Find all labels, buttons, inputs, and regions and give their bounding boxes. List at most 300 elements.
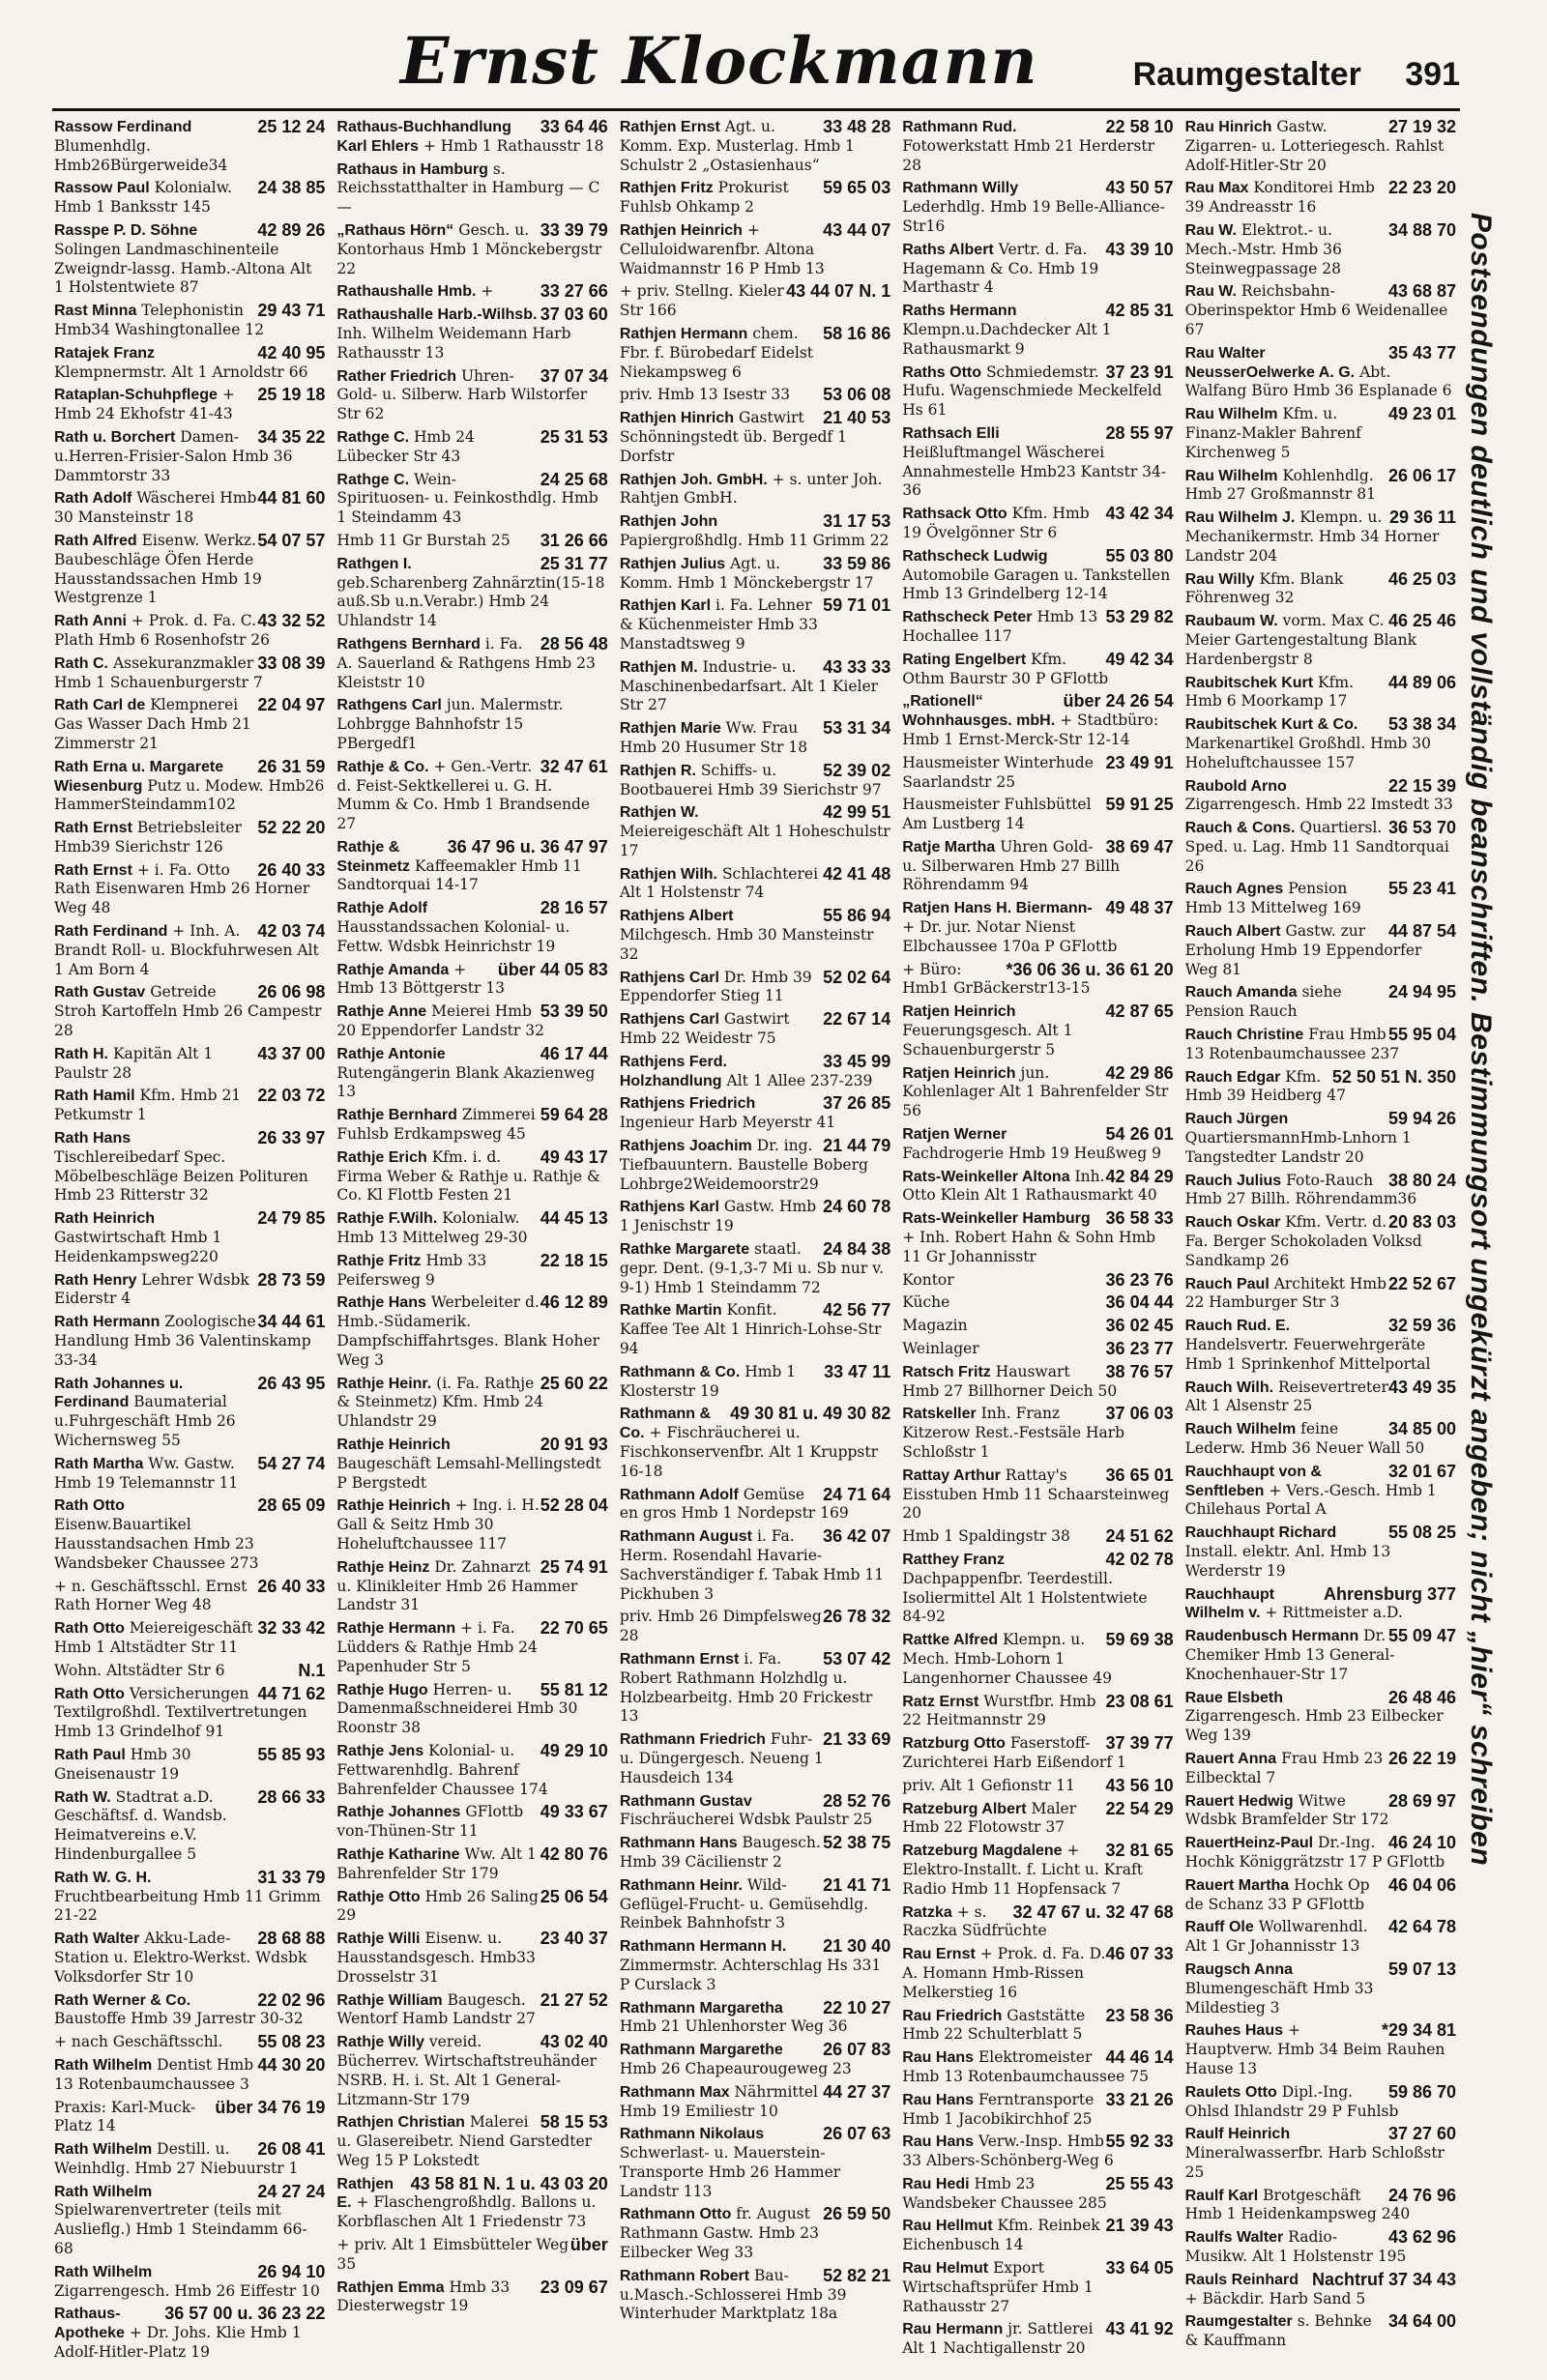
column-1: [54, 118, 325, 2365]
directory-entry: [54, 654, 325, 693]
directory-entry: [336, 1002, 607, 1041]
entry-name: Rauch & Cons.: [1184, 820, 1296, 837]
entry-name: Rathjen Emma: [336, 2278, 445, 2296]
directory-entry: [902, 1209, 1173, 1266]
entry-name: Rathaus-Apotheke: [54, 2306, 125, 2342]
directory-entry: [54, 489, 325, 528]
entry-phone: 34 64 00: [1387, 2311, 1457, 2332]
entry-details: + Hmb 24 Ekhofstr 41-43: [54, 386, 235, 423]
directory-entry: [1185, 1918, 1456, 1957]
entry-details: GFlottb von-Thünen-Str 11: [336, 1803, 524, 1841]
directory-entry: [620, 1792, 890, 1831]
directory-entry: [620, 1363, 890, 1402]
directory-entry: [620, 1999, 890, 2038]
entry-phone: über 44 05 83: [497, 959, 608, 979]
entry-name: Rathje Heinr.: [336, 1375, 432, 1392]
entry-details: Install. elektr. Anl. Hmb 13 Werderstr 19: [1184, 1542, 1391, 1580]
entry-phone: 59 64 28: [540, 1105, 608, 1125]
entry-name: Rathaus-Buchhandlung Karl Ehlers: [336, 119, 511, 155]
entry-phone: 25 12 24: [257, 118, 326, 136]
entry-phone: 43 32 52: [257, 611, 326, 631]
entry-phone: 33 47 11: [824, 1361, 891, 1381]
entry-name: Rathje Katharine: [336, 1845, 460, 1863]
directory-entry: [902, 2217, 1173, 2255]
entry-name: Rauch Wilhelm: [1184, 1421, 1297, 1438]
entry-phone: 24 76 96: [1387, 2185, 1457, 2205]
entry-name: Rathje Antonie: [336, 1045, 446, 1062]
directory-entry: [1185, 777, 1456, 816]
entry-details: Papiergroßhdlg. Hmb 11 Grimm 22: [619, 531, 890, 549]
entry-phone: 28 55 97: [1105, 422, 1174, 443]
entry-details: Spielwarenvertreter (teils mit Auslieflg.) Hmb 1 Steindamm 66-68: [54, 2201, 307, 2258]
entry-phone: 24 60 78: [823, 1197, 891, 1217]
entry-name: Rathmann Hans: [619, 1835, 738, 1852]
entry-details: Lederhdlg. Hmb 19 Belle-Alliance-Str16: [902, 198, 1165, 235]
entry-details: Blumenhdlg. Hmb26Bürgerweide34: [54, 136, 228, 174]
entry-name: Ratjen Hans H. Biermann-: [902, 900, 1093, 917]
entry-phone: 52 82 21: [823, 2265, 891, 2285]
entry-phone: 49 29 10: [540, 1740, 608, 1760]
entry-name: Rau Hans: [902, 2091, 975, 2108]
directory-entry: [336, 1930, 607, 1987]
entry-details: Reichsbahn-Oberinspektor Hmb 6 Weidenallee 67: [1184, 282, 1448, 338]
entry-name: Raulets Otto: [1184, 2083, 1277, 2101]
directory-entry: [1185, 1317, 1456, 1374]
entry-phone: 49 33 67: [540, 1802, 608, 1822]
entry-details: Hauswart Hmb 27 Billhorner Deich 50: [902, 1362, 1118, 1400]
entry-details: (i. Fa. Rathje & Steinmetz) Kfm. Hmb 24 Uhlandstr 29: [336, 1374, 543, 1431]
entry-details: Klempn. u. Mechanikermstr. Hmb 34 Horner Landstr 204: [1184, 508, 1440, 565]
entry-phone: 20 91 93: [540, 1435, 608, 1454]
entry-phone: 26 07 83: [823, 2040, 891, 2060]
entry-phone: 43 56 10: [1105, 1775, 1174, 1795]
entry-details: Ww. Gastw. Hmb 19 Telemannstr 11: [54, 1454, 239, 1492]
entry-details: Dr.-Ing. Hochk Königgrätzstr 17 P GFlottb: [1184, 1834, 1445, 1871]
entry-details: i. Fa. Lehner & Küchenmeister Hmb 33 Manstadtsweg 9: [619, 596, 818, 653]
directory-entry: [54, 1271, 325, 1310]
entry-phone: 28 73 59: [257, 1269, 326, 1290]
entry-details: Bau-u.Masch.-Schlosserei Hmb 39 Winterhuder Marktplatz 18a: [619, 2266, 847, 2323]
directory-entry: [336, 899, 607, 956]
entry-phone: 32 81 65: [1105, 1841, 1174, 1861]
directory-entry: [620, 1608, 890, 1646]
entry-name: Rath Walter: [54, 1930, 140, 1948]
entry-details: Gastw. Zigarren- u. Lotteriegesch. Rahlst Adolf-Hitler-Str 20: [1184, 118, 1445, 174]
directory-entry: [54, 428, 325, 485]
directory-entry: [620, 1405, 890, 1481]
entry-name: Rath Wilhelm: [54, 2263, 153, 2280]
directory-entry: [54, 1087, 325, 1125]
entry-details: Radio-Musikw. Alt 1 Holstenstr 195: [1184, 2228, 1407, 2266]
entry-name: Rau Wilhelm: [1184, 467, 1278, 484]
directory-entry: [336, 305, 607, 363]
entry-phone: 21 39 43: [1105, 2216, 1174, 2236]
entry-name: Rathjen M.: [619, 658, 698, 676]
entry-name: Rauchhaupt Richard: [1184, 1524, 1337, 1542]
side-notice-text: Postsendungen deutlich und vollständig beanschriften. Bestimmungsort ungekürzt angeben; nicht „hier“ schreiben: [1465, 213, 1497, 1867]
entry-name: Rathjen Wilh.: [619, 865, 717, 883]
entry-name: Rauhes Haus: [1184, 2022, 1283, 2040]
entry-phone: 36 42 07: [823, 1526, 891, 1547]
directory-entry: [902, 1693, 1173, 1731]
entry-name: Rathmann Hermann H.: [619, 1938, 787, 1956]
column-4: [902, 118, 1173, 2365]
entry-details: Hmb 23 Wandsbeker Chaussee 285: [902, 2174, 1107, 2212]
entry-name: Rau Ernst: [902, 1946, 976, 1963]
entry-name: Rauchhaupt von & Senftleben: [1184, 1463, 1322, 1499]
entry-details: geb.Scharenberg Zahnärztin(15-18 auß.Sb u.n.Verabr.) Hmb 24 Uhlandstr 14: [336, 573, 605, 630]
entry-phone: 26 22 19: [1387, 1748, 1457, 1768]
directory-entry: [1185, 1420, 1456, 1459]
directory-entry: [620, 658, 890, 715]
entry-name: Rathke Martin: [619, 1302, 722, 1320]
entry-phone: 32 59 36: [1387, 1316, 1457, 1336]
entry-name: Rauch Julius: [1184, 1172, 1282, 1189]
entry-name: Rau Hans: [902, 2133, 975, 2151]
entry-name: Ratjen Heinrich: [902, 1064, 1016, 1082]
entry-details: Hausmeister Winterhude Saarlandstr 25: [902, 753, 1094, 791]
directory-entry: [902, 838, 1173, 895]
entry-phone: 25 06 54: [540, 1886, 608, 1906]
entry-name: Rathje Johannes: [336, 1804, 461, 1821]
entry-details: Kontor: [902, 1270, 954, 1289]
directory-entry: [1185, 467, 1456, 506]
entry-name: Rathje Willi: [336, 1930, 421, 1948]
directory-entry: [902, 1293, 1173, 1313]
entry-name: Ratzeburg Albert: [902, 1800, 1027, 1817]
entry-details: Eisenw. u. Hausstandsgesch. Hmb33 Drosselstr 31: [336, 1930, 536, 1986]
entry-details: + i. Fa. Lüdders & Rathje Hmb 24 Papenhuder Str 5: [336, 1619, 538, 1675]
entry-name: Rau Helmut: [902, 2260, 989, 2278]
entry-phone: 49 42 34: [1105, 649, 1174, 669]
column-5: [1185, 118, 1456, 2365]
entry-phone: 28 52 76: [823, 1790, 891, 1811]
entry-name: Rathjen Joh. GmbH.: [619, 471, 768, 488]
entry-details: vereid. Bücherrev. Wirtschaftstreuhänder NSRB. H. i. St. Alt 1 General-Litzmann-Str 179: [336, 2033, 597, 2108]
entry-details: Akku-Lade-Station u. Elektro-Werkst. Wdsbk Volksdorfer Str 10: [54, 1930, 307, 1986]
entry-name: Raulf Karl: [1184, 2187, 1259, 2204]
entry-name: Rathgen I.: [336, 555, 412, 572]
entry-details: Kolonial- u. Fettwarenhdlg. Bahrenf Bahrenfelder Chaussee 174: [336, 1741, 548, 1798]
entry-name: Rath W. G. H.: [54, 1869, 152, 1886]
directory-entry: [336, 2236, 607, 2275]
entry-details: QuartiersmannHmb-Lnhorn 1 Tangstedter Landstr 20: [1184, 1129, 1412, 1166]
entry-phone: 44 71 62: [257, 1683, 326, 1703]
entry-phone: über: [569, 2235, 608, 2255]
entry-name: Raumgestalter: [1184, 2313, 1293, 2331]
entry-phone: 44 89 06: [1387, 672, 1457, 692]
entry-phone: 53 06 08: [823, 385, 891, 405]
section-title: Raumgestalter: [1132, 56, 1361, 93]
entry-phone: 33 27 66: [540, 281, 608, 302]
entry-phone: 22 15 39: [1387, 775, 1457, 796]
entry-phone: 43 41 92: [1105, 2319, 1174, 2339]
entry-details: Uhren Gold- u. Silberwaren Hmb 27 Billh Röhrendamm 94: [902, 837, 1121, 894]
entry-phone: 36 58 33: [1105, 1208, 1174, 1229]
directory-entry: [902, 1527, 1173, 1547]
entry-phone: 28 56 48: [540, 633, 608, 653]
directory-entry: [1185, 1172, 1456, 1210]
entry-details: Dr. ing. Tiefbauuntern. Baustelle Boberg Lohbrge2Weidemoorstr29: [619, 1137, 868, 1193]
entry-name: Rath Otto: [54, 1497, 125, 1515]
entry-details: priv. Hmb 26 Dimpfelsweg 28: [619, 1608, 822, 1645]
entry-name: Rathke Margarete: [619, 1241, 750, 1259]
entry-details: Elektromeister Hmb 13 Rotenbaumchaussee 75: [902, 2048, 1149, 2085]
entry-details: + n. Geschäftsschl. Ernst Rath Horner Weg 48: [54, 1577, 248, 1614]
entry-phone: 34 44 61: [257, 1312, 326, 1332]
directory-entry: [54, 1685, 325, 1742]
entry-phone: 32 47 61: [540, 756, 608, 776]
entry-details: Stadtrat a.D. Geschäftsf. d. Wandsb. Heimatvereins e.V. Hindenburgallee 5: [54, 1787, 227, 1863]
entry-phone: 24 79 85: [257, 1208, 326, 1229]
entry-name: Ratajek Franz: [54, 344, 156, 362]
entry-name: Rau Max: [1184, 180, 1249, 197]
entry-details: + Stadtbüro: Hmb 1 Ernst-Merck-Str 12-14: [902, 711, 1159, 748]
entry-details: Dr. Zahnarzt u. Klinikleiter Hmb 26 Hammer Landstr 31: [336, 1557, 578, 1614]
entry-phone: 44 87 54: [1387, 921, 1457, 942]
entry-details: Kfm. Hmb 19 Övelgönner Str 6: [902, 505, 1090, 541]
entry-details: Handelsvertr. Feuerwehrgeräte Hmb 1 Sprinkenhof Mittelportal: [1184, 1336, 1431, 1373]
entry-details: Inh. Wilhelm Weidemann Harb Rathausstr 13: [336, 324, 571, 362]
entry-phone: 59 94 26: [1387, 1109, 1457, 1129]
entry-phone: 28 65 09: [257, 1495, 326, 1516]
entry-name: Rauch Oskar: [1184, 1214, 1281, 1232]
directory-entry: [902, 1631, 1173, 1688]
entry-name: Rath C.: [54, 654, 108, 672]
directory-entry: [620, 1240, 890, 1297]
entry-name: Rathmann August: [619, 1528, 752, 1546]
entry-details: Schwerlast- u. Mauerstein-Transporte Hmb 26 Hammer Landstr 113: [619, 2144, 841, 2200]
entry-phone: 32 01 67: [1387, 1461, 1457, 1481]
directory-entry: [902, 241, 1173, 298]
entry-name: Rauch Edgar: [1184, 1068, 1281, 1086]
entry-name: Rau Friedrich: [902, 2007, 1003, 2024]
entry-name: Rathje Willy: [336, 2034, 424, 2051]
entry-details: Brotgeschäft Hmb 1 Heidenkampsweg 240: [1184, 2186, 1411, 2223]
entry-details: Ferntransporte Hmb 1 Jacobikirchhof 25: [902, 2090, 1095, 2128]
entry-details: i. Fa. Robert Rathmann Holzhdlg u. Holzbearbeitg. Hmb 20 Frickestr 13: [619, 1649, 873, 1726]
entry-details: Fachdrogerie Hmb 19 Heußweg 9: [902, 1144, 1161, 1162]
entry-details: Heißluftmangel Wäscherei Annahmestelle Hmb23 Kantstr 34-36: [902, 443, 1167, 500]
page-number: 391: [1405, 56, 1460, 93]
entry-phone: 36 23 77: [1105, 1339, 1174, 1359]
entry-name: Rathje Hugo: [336, 1681, 428, 1698]
directory-entry: [902, 796, 1173, 834]
directory-entry: [336, 2113, 607, 2170]
entry-phone: 55 81 12: [540, 1679, 608, 1699]
entry-phone: 53 38 34: [1387, 714, 1457, 735]
entry-phone: 54 27 74: [257, 1453, 326, 1473]
entry-details: Rutengängerin Blank Akazienweg 13: [336, 1063, 596, 1101]
entry-phone: 22 70 65: [540, 1618, 608, 1639]
entry-phone: 42 85 31: [1105, 301, 1174, 321]
entry-phone: 42 02 78: [1105, 1549, 1174, 1569]
entry-name: Raubitschek Kurt: [1184, 674, 1314, 691]
entry-details: Hmb 24 Lübecker Str 43: [336, 427, 475, 465]
header-rule: [52, 108, 1460, 111]
entry-name: Rau W.: [1184, 221, 1237, 239]
entry-details: Export Wirtschaftsprüfer Hmb 1 Rathausstr 27: [902, 2259, 1094, 2315]
entry-details: Zimmerei Fuhlsb Erdkampsweg 45: [336, 1106, 536, 1144]
directory-entry: [1185, 1876, 1456, 1915]
entry-phone: 33 39 79: [540, 219, 608, 240]
entry-phone: 36 04 44: [1105, 1292, 1174, 1313]
column-2: [336, 118, 607, 2365]
entry-name: Rath Alfred: [54, 532, 137, 549]
entry-details: Magazin: [902, 1317, 968, 1335]
entry-phone: 22 10 27: [823, 1997, 891, 2017]
entry-name: Rathjens Carl: [619, 1011, 719, 1029]
entry-phone: 43 42 34: [1105, 504, 1174, 524]
entry-name: Rau Hinrich: [1184, 119, 1272, 135]
directory-entry: [620, 118, 890, 175]
entry-name: Rath Johannes u. Ferdinand: [54, 1375, 184, 1411]
entry-details: Kfm. Hmb 39 Heidberg 47: [1184, 1067, 1346, 1105]
entry-details: Dachpappenfbr. Teerdestill. Isoliermittel Alt 1 Holstentwiete 84-92: [902, 1569, 1148, 1626]
entry-phone: 26 48 46: [1387, 1687, 1457, 1707]
entry-details: Inh. Franz Kitzerow Rest.-Festsäle Harb Schloßstr 1: [902, 1405, 1125, 1461]
directory-entry: [54, 2099, 325, 2137]
entry-details: Abt. Walfang Büro Hmb 36 Esplanade 6: [1184, 363, 1452, 400]
entry-phone: *36 06 36 u. 36 61 20: [1006, 959, 1174, 979]
directory-entry: [620, 1198, 890, 1236]
directory-entry: [1185, 118, 1456, 175]
directory-entry: [620, 1094, 890, 1133]
entry-details: Hmb 26 Chapeaurougeweg 23: [619, 2059, 852, 2077]
entry-phone: 55 85 93: [257, 1744, 326, 1764]
entry-phone: 42 41 48: [823, 863, 891, 884]
entry-phone: 34 35 22: [257, 426, 326, 447]
entry-name: Rau Willy: [1184, 570, 1255, 588]
entry-details: + Ing. i. H. Gall & Seitz Hmb 30 Hoheluftchaussee 117: [336, 1496, 540, 1553]
directory-entry: [54, 819, 325, 857]
entry-phone: 22 54 29: [1105, 1798, 1174, 1818]
entry-name: Rast Minna: [54, 303, 137, 320]
entry-name: Rathje Bernhard: [336, 1107, 457, 1124]
entry-details: + Fischräucherei u. Fischkonservenfbr. Alt 1 Kruppstr 16-18: [619, 1424, 879, 1480]
directory-entry: [336, 2278, 607, 2317]
entry-name: Rathje Amanda: [336, 961, 450, 978]
entry-name: Rath Otto: [54, 1685, 125, 1702]
entry-details: Quartiersl. Sped. u. Lag. Hmb 11 Sandtorquai 26: [1184, 819, 1449, 875]
directory-entry: [54, 1578, 325, 1616]
directory-entry: [336, 282, 607, 302]
entry-name: Rather Friedrich: [336, 367, 456, 385]
entry-details: Alt 1 Allee 237-239: [726, 1071, 873, 1089]
entry-details: i. Fa. Herm. Rosendahl Havarie-Sachverständiger f. Tabak Hmb 11 Pickhuben 3: [619, 1527, 885, 1603]
entry-details: Küche: [902, 1293, 950, 1312]
entry-name: Rath Hans: [54, 1130, 131, 1147]
entry-details: Herren- u. Damenmaßschneiderei Hmb 30 Roonstr 38: [336, 1680, 578, 1737]
directory-entry: [54, 2263, 325, 2302]
entry-name: Rauch Christine: [1184, 1027, 1304, 1044]
entry-details: Wollwarenhdl. Alt 1 Gr Johannisstr 13: [1184, 1918, 1368, 1956]
entry-name: Rathjen W.: [619, 804, 699, 822]
entry-details: Kapitän Alt 1 Paulstr 28: [54, 1044, 214, 1082]
directory-entry: [336, 221, 607, 278]
entry-phone: 23 40 37: [540, 1929, 608, 1949]
directory-entry: [620, 409, 890, 466]
entry-phone: 49 48 37: [1105, 898, 1174, 918]
entry-phone: 26 06 17: [1387, 465, 1457, 485]
directory-entry: [902, 1340, 1173, 1359]
entry-phone: 21 30 40: [823, 1936, 891, 1957]
directory-entry: [620, 1730, 890, 1787]
entry-phone: 36 02 45: [1105, 1316, 1174, 1336]
entry-details: Zigarrengesch. Hmb 26 Eiffestr 10: [54, 2281, 320, 2300]
directory-entry: [54, 302, 325, 340]
entry-phone: 37 23 91: [1105, 362, 1174, 382]
entry-phone: 26 40 33: [257, 1576, 326, 1596]
entry-details: Uhren- Gold- u. Silberw. Harb Wilstorfer Str 62: [336, 366, 588, 423]
directory-entry: [902, 179, 1173, 236]
entry-name: Rau Wilhelm: [1184, 406, 1278, 423]
directory-entry: [336, 428, 607, 467]
entry-phone: 38 76 57: [1105, 1361, 1174, 1381]
directory-entry: [336, 1252, 607, 1291]
entry-details: + Hauptverw. Hmb 34 Beim Rauhen Hause 13: [1184, 2021, 1445, 2077]
entry-phone: 59 69 38: [1105, 1630, 1174, 1650]
entry-name: Raths Albert: [902, 241, 994, 258]
entry-details: Dr. Hmb 39 Eppendorfer Stieg 11: [619, 968, 812, 1005]
directory-entry: [620, 2083, 890, 2122]
entry-phone: 58 15 53: [540, 2112, 608, 2133]
entry-phone: *29 34 81: [1381, 2020, 1457, 2041]
entry-phone: 55 23 41: [1387, 879, 1457, 899]
directory-entry: [1185, 2312, 1456, 2351]
directory-entry: [1185, 880, 1456, 918]
entry-details: Kohlenhdlg. Hmb 27 Großmannstr 81: [1184, 466, 1376, 504]
entry-phone: 33 64 46: [540, 118, 608, 136]
directory-entry: [336, 1845, 607, 1884]
entry-details: Klempn.u.Dachdecker Alt 1 Rathausmarkt 9: [902, 320, 1112, 358]
directory-entry: [902, 363, 1173, 421]
entry-phone: 25 31 53: [540, 426, 608, 447]
directory-entry: [54, 1746, 325, 1785]
entry-name: Rathjen Marie: [619, 720, 721, 738]
entry-details: + Inh. Robert Hahn & Sohn Hmb 11 Gr Johannisstr: [902, 1229, 1156, 1265]
entry-name: Rau Wilhelm J.: [1184, 509, 1296, 527]
entry-name: Rath Otto: [54, 1620, 125, 1638]
entry-name: Rathjen Heinrich: [619, 221, 743, 239]
entry-details: Kfm. Othm Baurstr 30 P GFlottb: [902, 650, 1109, 687]
entry-name: Rathsach Elli: [902, 424, 1000, 442]
directory-entry: [902, 1168, 1173, 1206]
entry-name: Rau W.: [1184, 283, 1237, 301]
entry-phone: 49 30 81 u. 49 30 82: [730, 1404, 891, 1424]
entry-details: Zigarrengesch. Hmb 22 Imstedt 33: [1184, 796, 1453, 814]
entry-name: Rassow Paul: [54, 180, 150, 197]
directory-entry: [620, 2267, 890, 2324]
entry-details: + Inh. A. Brandt Roll- u. Blockfuhrwesen Alt 1 Am Born 4: [54, 922, 319, 978]
entry-details: + Hmb 1 Rathausstr 18: [423, 136, 604, 155]
entry-phone: 59 91 25: [1105, 795, 1174, 815]
entry-name: Rauch Rud. E.: [1184, 1318, 1291, 1335]
entry-name: Rau Hedi: [902, 2175, 970, 2192]
entry-name: Rath Ernst: [54, 820, 132, 837]
directory-entry: [902, 1317, 1173, 1336]
directory-entry: [1185, 715, 1456, 772]
entry-phone: 43 37 00: [257, 1043, 326, 1063]
entry-details: fr. August Rathmann Gastw. Hmb 23 Eilbecker Weg 33: [619, 2205, 819, 2262]
directory-entry: [336, 555, 607, 631]
entry-details: Tischlereibedarf Spec. Möbelbeschläge Beizen Polituren Hmb 23 Ritterstr 32: [54, 1147, 308, 1205]
entry-details: + Celluloidwarenfbr. Altona Waidmannstr 16 P Hmb 13: [619, 220, 825, 277]
directory-entry: [620, 719, 890, 758]
directory-entry: [902, 1405, 1173, 1462]
entry-details: Reisevertreter Alt 1 Alsenstr 25: [1184, 1378, 1388, 1415]
directory-entry: [1185, 1110, 1456, 1167]
